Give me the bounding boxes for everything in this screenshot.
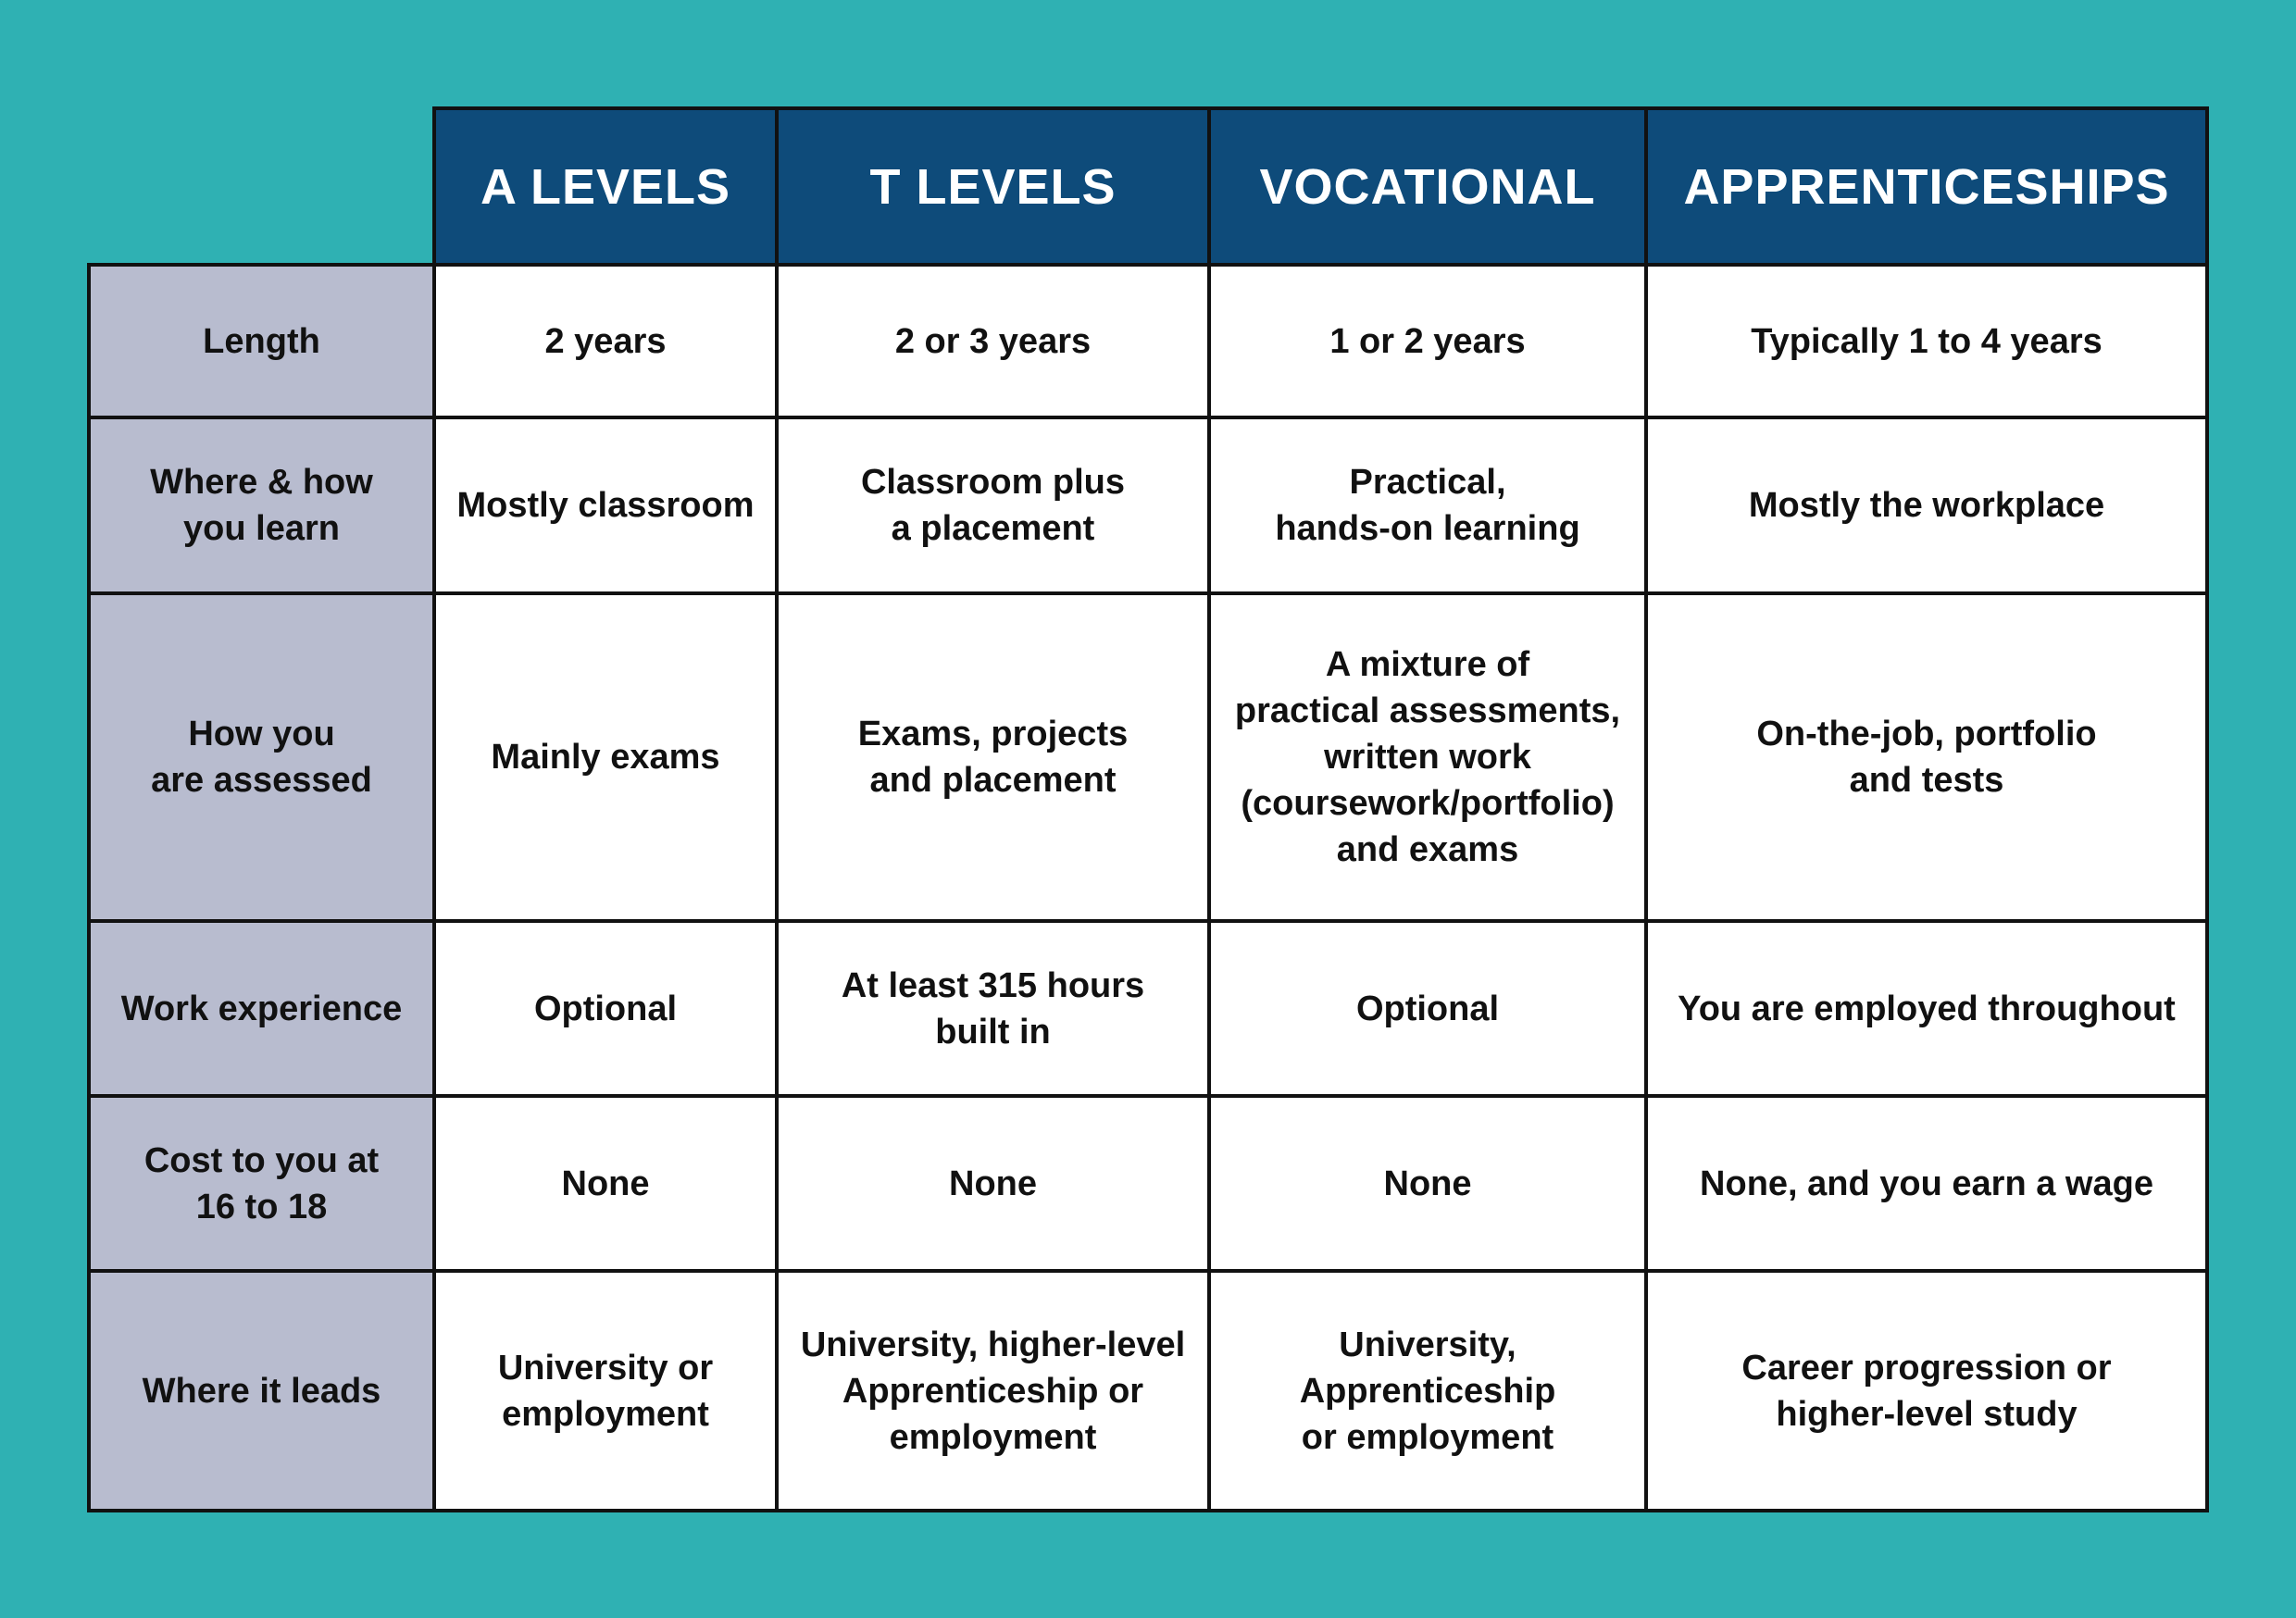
- row-header-where-it-leads: Where it leads: [89, 1271, 434, 1511]
- table-cell: You are employed throughout: [1646, 921, 2207, 1096]
- table-cell: Mainly exams: [434, 593, 777, 921]
- table-cell: University or employment: [434, 1271, 777, 1511]
- table-cell: None: [434, 1096, 777, 1271]
- row-header-where-how-you-learn: Where & how you learn: [89, 417, 434, 593]
- table-row: [89, 265, 2207, 417]
- table-row: [89, 417, 2207, 593]
- row-header-cost-to-you: Cost to you at 16 to 18: [89, 1096, 434, 1271]
- header-row: [89, 108, 2207, 265]
- table-row: [89, 593, 2207, 921]
- column-header-vocational: VOCATIONAL: [1209, 108, 1646, 265]
- table-cell: On-the-job, portfolio and tests: [1646, 593, 2207, 921]
- table-cell: 2 or 3 years: [777, 265, 1209, 417]
- table-row: [89, 1271, 2207, 1511]
- table-cell: Mostly classroom: [434, 417, 777, 593]
- table-cell: 2 years: [434, 265, 777, 417]
- comparison-table: [87, 106, 2209, 1512]
- row-header-length: Length: [89, 265, 434, 417]
- table-cell: A mixture of practical assessments, written work (coursework/portfolio) and exams: [1209, 593, 1646, 921]
- table-cell: 1 or 2 years: [1209, 265, 1646, 417]
- table-cell: None: [1209, 1096, 1646, 1271]
- column-header-apprenticeships: APPRENTICESHIPS: [1646, 108, 2207, 265]
- table-cell: None, and you earn a wage: [1646, 1096, 2207, 1271]
- table-cell: At least 315 hours built in: [777, 921, 1209, 1096]
- column-header-t-levels: T LEVELS: [777, 108, 1209, 265]
- table-cell: Mostly the workplace: [1646, 417, 2207, 593]
- table-cell: None: [777, 1096, 1209, 1271]
- table-cell: Practical, hands-on learning: [1209, 417, 1646, 593]
- corner-cell: [89, 108, 434, 265]
- table-cell: University, Apprenticeship or employment: [1209, 1271, 1646, 1511]
- table-cell: Typically 1 to 4 years: [1646, 265, 2207, 417]
- table-cell: University, higher-level Apprenticeship or employment: [777, 1271, 1209, 1511]
- table-cell: Optional: [434, 921, 777, 1096]
- table-cell: Exams, projects and placement: [777, 593, 1209, 921]
- column-header-a-levels: A LEVELS: [434, 108, 777, 265]
- row-header-how-you-are-assessed: How you are assessed: [89, 593, 434, 921]
- table-row: [89, 1096, 2207, 1271]
- table-cell: Career progression or higher-level study: [1646, 1271, 2207, 1511]
- table-cell: Classroom plus a placement: [777, 417, 1209, 593]
- table-cell: Optional: [1209, 921, 1646, 1096]
- row-header-work-experience: Work experience: [89, 921, 434, 1096]
- table-row: [89, 921, 2207, 1096]
